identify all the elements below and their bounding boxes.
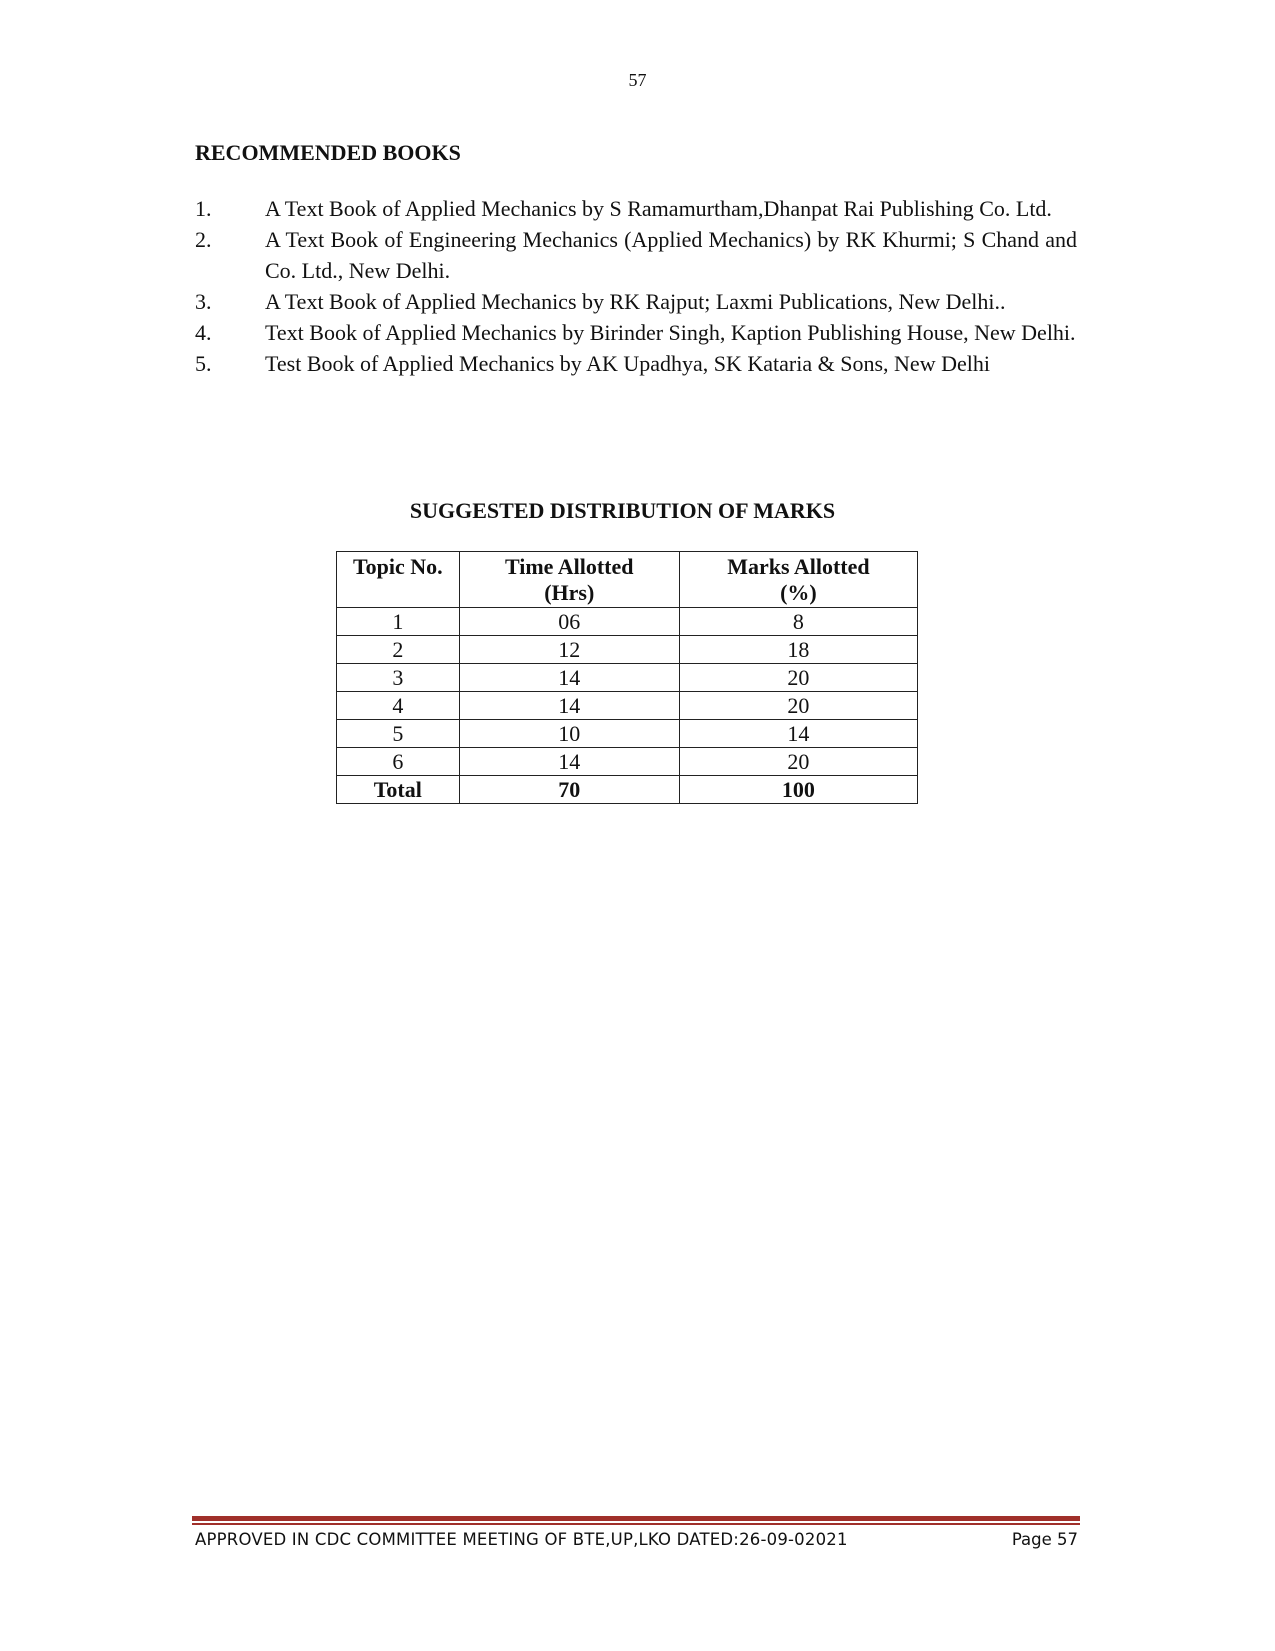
- table-row: [337, 720, 918, 748]
- cell-topic-no: 2: [337, 636, 460, 664]
- table-row: [337, 636, 918, 664]
- cell-marks-allotted: 20: [679, 748, 917, 776]
- book-item-number: 1.: [195, 196, 212, 221]
- page-number-top: 57: [628, 70, 647, 90]
- footer-approval-text: APPROVED IN CDC COMMITTEE MEETING OF BTE,UP,LKO DATED:26-09-02021: [195, 1530, 848, 1549]
- footer-page-label: Page 57: [1011, 1530, 1078, 1549]
- header-time-allotted: [459, 552, 679, 608]
- cell-marks-allotted: 8: [679, 608, 917, 636]
- book-item-number: 4.: [195, 320, 212, 345]
- cell-marks-allotted: 18: [679, 636, 917, 664]
- cell-topic-no: 1: [337, 608, 460, 636]
- book-item-text: A Text Book of Engineering Mechanics (Applied Mechanics) by RK Khurmi; S Chand and Co. Ltd., New Delhi.: [265, 227, 1077, 283]
- book-item-number: 3.: [195, 289, 212, 314]
- header-marks-allotted-line2: (%): [780, 580, 817, 605]
- book-item: [195, 224, 1077, 286]
- book-item: [195, 286, 1077, 317]
- cell-time-allotted: 12: [459, 636, 679, 664]
- cell-marks-allotted: 14: [679, 720, 917, 748]
- book-item-text: A Text Book of Applied Mechanics by S Ramamurtham,Dhanpat Rai Publishing Co. Ltd.: [265, 196, 1052, 221]
- recommended-books-heading: RECOMMENDED BOOKS: [195, 140, 461, 165]
- header-time-allotted-line2: (Hrs): [544, 580, 595, 605]
- book-item-number: 2.: [195, 227, 212, 252]
- table-total-row: [337, 776, 918, 804]
- cell-time-allotted: 14: [459, 692, 679, 720]
- table-row: [337, 692, 918, 720]
- cell-total-time: 70: [459, 776, 679, 804]
- table-row: [337, 608, 918, 636]
- cell-time-allotted: 14: [459, 748, 679, 776]
- book-item-text: A Text Book of Applied Mechanics by RK Rajput; Laxmi Publications, New Delhi..: [265, 289, 1006, 314]
- header-topic-no-line1: Topic No.: [352, 554, 443, 579]
- table-row: [337, 748, 918, 776]
- cell-topic-no: 3: [337, 664, 460, 692]
- book-item-text: Test Book of Applied Mechanics by AK Upadhya, SK Kataria & Sons, New Delhi: [265, 351, 990, 376]
- header-marks-allotted: [679, 552, 917, 608]
- cell-total-label: Total: [337, 776, 460, 804]
- book-list: [195, 193, 1077, 379]
- cell-marks-allotted: 20: [679, 664, 917, 692]
- book-item-number: 5.: [195, 351, 212, 376]
- cell-total-marks: 100: [679, 776, 917, 804]
- marks-distribution-title: SUGGESTED DISTRIBUTION OF MARKS: [409, 498, 836, 523]
- book-item: [195, 348, 1077, 379]
- table-row: [337, 664, 918, 692]
- table-header-row: [337, 552, 918, 608]
- footer-rule-thick: [192, 1516, 1080, 1521]
- book-item: [195, 317, 1077, 348]
- header-marks-allotted-line1: Marks Allotted: [727, 554, 870, 579]
- marks-distribution-table: [336, 551, 918, 804]
- header-time-allotted-line1: Time Allotted: [504, 554, 634, 579]
- cell-topic-no: 6: [337, 748, 460, 776]
- cell-time-allotted: 14: [459, 664, 679, 692]
- cell-time-allotted: 10: [459, 720, 679, 748]
- book-item: [195, 193, 1077, 224]
- cell-topic-no: 4: [337, 692, 460, 720]
- header-topic-no: [337, 552, 460, 608]
- cell-time-allotted: 06: [459, 608, 679, 636]
- cell-topic-no: 5: [337, 720, 460, 748]
- footer-rule-thin: [192, 1523, 1080, 1525]
- cell-marks-allotted: 20: [679, 692, 917, 720]
- book-item-text: Text Book of Applied Mechanics by Birinder Singh, Kaption Publishing House, New Delhi.: [265, 320, 1076, 345]
